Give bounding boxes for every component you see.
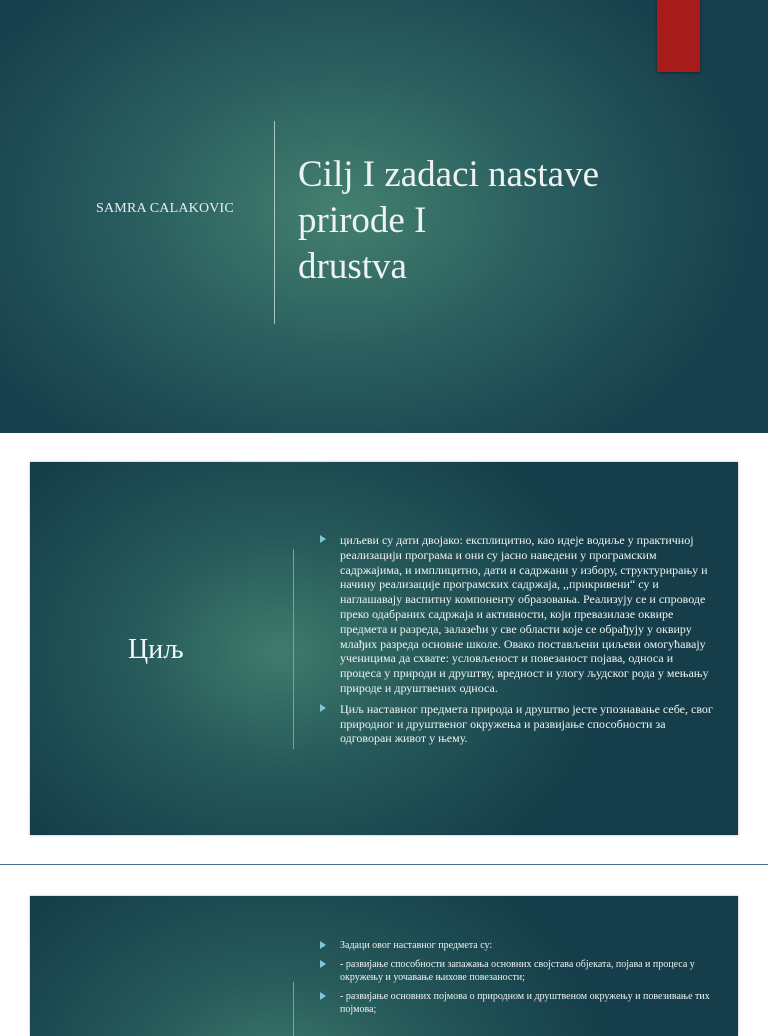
triangle-bullet-icon xyxy=(320,941,326,949)
bullet-text: - развијање способности запажања основних својстава објеката, појава и процеса у окружењу и уочавање њихове повезаности; xyxy=(340,959,695,983)
bullet-text: Циљ наставног предмета природа и друштво јесте упознавање себе, свог природног и друштвеног окружења и развијање способности за одговоран живот у њему. xyxy=(340,701,713,746)
tasks-slide xyxy=(30,896,738,1036)
bullet-text: - развијање основних појмова о природном и друштвеном окружењу и повезивање тих појмова; xyxy=(340,991,710,1015)
bullet-list xyxy=(320,533,715,752)
page-separator xyxy=(0,864,768,865)
triangle-bullet-icon xyxy=(320,704,326,712)
triangle-bullet-icon xyxy=(320,992,326,1000)
bullet-text: циљеви су дати двојако: експлицитно, као идеје водиље у практичној реализацији програма и они су јасно наведени у програмским садржајима, и имплицитно, дати и садржани у избору, структурирању и начину реализације програмских садржаја, ,,прикривени“ су и наглашавају васпитну компоненту образовања. Реализују се и спроводе преко одабраних садржаја и активности, који превазилазе оквире предмета и разреда, залазећи у све области које се обрађују у оквиру млађих разреда основне школе. Овако постављени циљеви омогућавају ученицима да схвате: условљеност и повезаност појава, односа и процеса у природи и друштву, вредност и улогу људског рода у мењању природе и друштвених односа. xyxy=(340,533,709,695)
red-accent-tab xyxy=(657,0,700,72)
list-item xyxy=(320,533,715,696)
list-item xyxy=(320,991,720,1016)
bullet-text: Задаци овог наставног предмета су: xyxy=(340,940,493,951)
list-item xyxy=(320,940,720,952)
bullet-list xyxy=(320,940,720,1023)
author-name: SAMRA CALAKOVIC xyxy=(96,201,234,216)
title-slide xyxy=(0,0,768,433)
vertical-divider xyxy=(274,121,275,324)
list-item xyxy=(320,702,715,746)
presentation-title: Cilj I zadaci nastave prirode I drustva xyxy=(298,154,600,287)
slide-heading: Циљ xyxy=(128,634,184,665)
vertical-divider xyxy=(293,549,294,749)
triangle-bullet-icon xyxy=(320,960,326,968)
triangle-bullet-icon xyxy=(320,535,326,543)
vertical-divider xyxy=(293,982,294,1036)
list-item xyxy=(320,959,720,984)
goal-slide xyxy=(30,462,738,835)
